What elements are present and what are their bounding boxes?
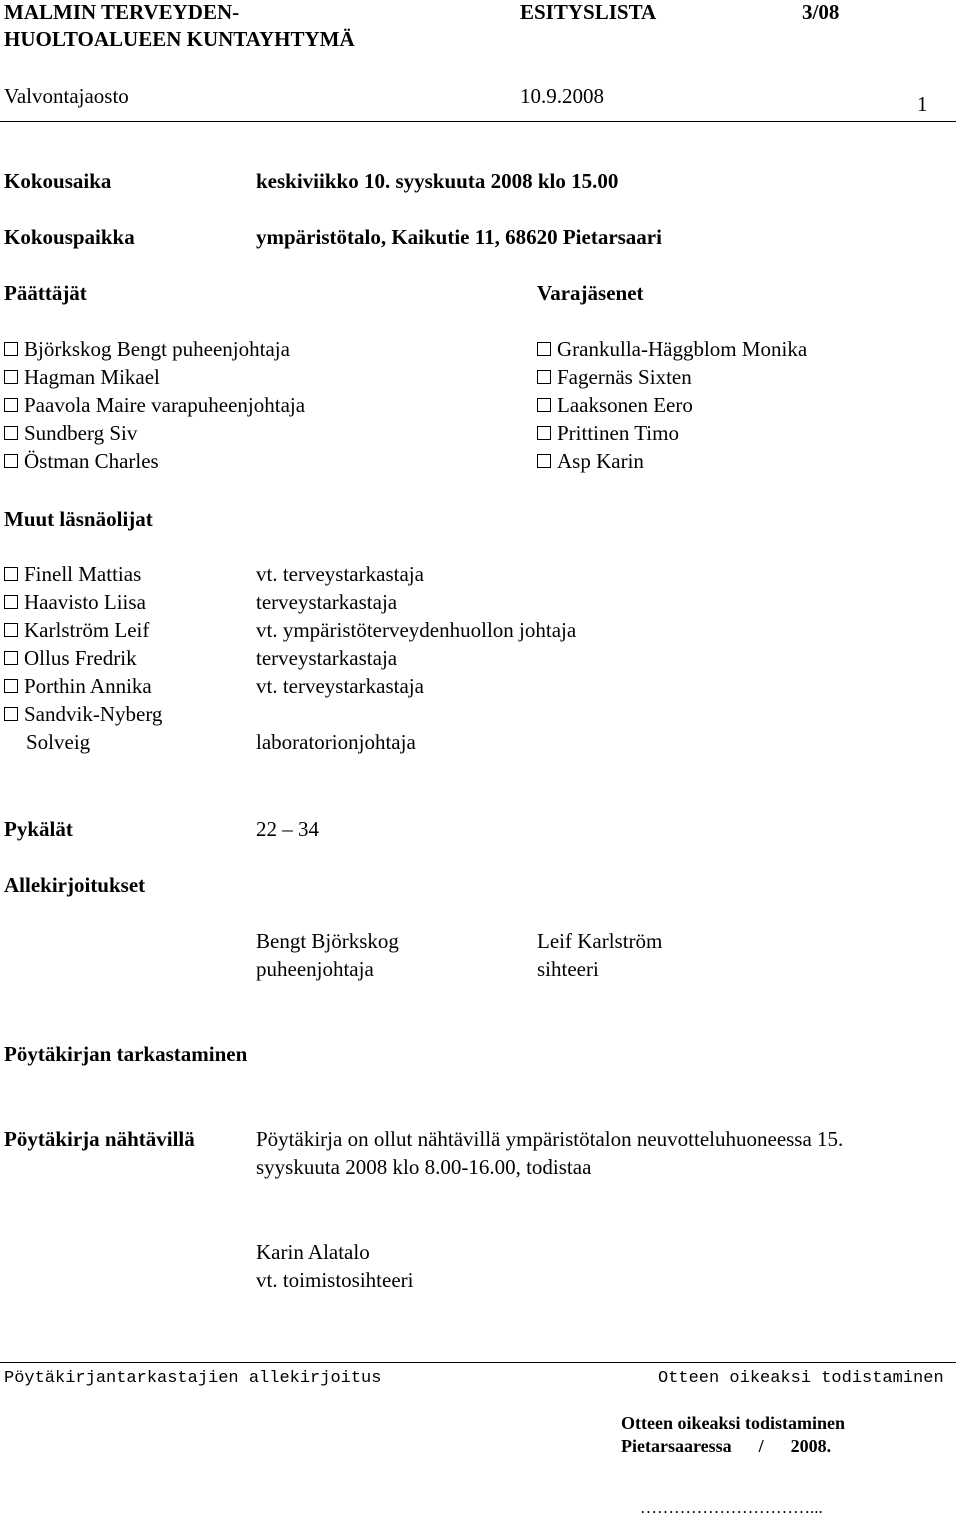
certification-title: Otteen oikeaksi todistaminen — [621, 1413, 846, 1433]
others-names-list — [4, 560, 162, 756]
decider-item: Östman Charles — [4, 447, 305, 475]
secretary-name: Leif Karlström — [537, 929, 663, 953]
checkbox[interactable] — [4, 651, 18, 665]
header-divider — [0, 121, 956, 122]
deputy-item: Prittinen Timo — [537, 419, 807, 447]
sections-label: Pykälät — [4, 817, 73, 841]
attendee-role: laboratorionjohtaja — [256, 730, 416, 754]
checkbox[interactable] — [4, 370, 18, 384]
attendee-item: Karlström Leif — [4, 616, 162, 644]
attendee-item: Finell Mattias — [4, 560, 162, 588]
meeting-place-label: Kokouspaikka — [4, 225, 135, 249]
display-label: Pöytäkirja nähtävillä — [4, 1127, 195, 1151]
checkbox[interactable] — [537, 370, 551, 384]
deputy-item: Asp Karin — [537, 447, 807, 475]
meeting-time-value: keskiviikko 10. syyskuuta 2008 klo 15.00 — [256, 169, 619, 193]
attendee-item: Porthin Annika — [4, 672, 162, 700]
decider-item: Sundberg Siv — [4, 419, 305, 447]
checkbox[interactable] — [4, 595, 18, 609]
checkbox[interactable] — [4, 567, 18, 581]
decider-item: Paavola Maire varapuheenjohtaja — [4, 391, 305, 419]
attendee-name-continuation: Solveig — [26, 730, 91, 754]
deciders-label: Päättäjät — [4, 281, 87, 305]
decider-item: Hagman Mikael — [4, 363, 305, 391]
certification-place: Pietarsaaressa / 2008. — [621, 1436, 832, 1456]
deputy-item: Laaksonen Eero — [537, 391, 807, 419]
deciders-list — [4, 335, 305, 475]
checkbox[interactable] — [4, 679, 18, 693]
checkbox[interactable] — [4, 342, 18, 356]
checkbox[interactable] — [4, 623, 18, 637]
display-text-line2: syyskuuta 2008 klo 8.00-16.00, todistaa — [256, 1155, 592, 1179]
doc-number: 3/08 — [802, 0, 840, 24]
display-signer-name: Karin Alatalo — [256, 1240, 370, 1264]
meeting-time-label: Kokousaika — [4, 169, 112, 193]
deputies-label: Varajäsenet — [537, 281, 644, 305]
footer-divider — [0, 1362, 956, 1363]
display-text-line1: Pöytäkirja on ollut nähtävillä ympäristötalon neuvotteluhuoneessa 15. — [256, 1127, 844, 1151]
attendee-item: Haavisto Liisa — [4, 588, 162, 616]
chair-title: puheenjohtaja — [256, 957, 374, 981]
org-name-line2: HUOLTOALUEEN KUNTAYHTYMÄ — [4, 27, 355, 51]
footer-right: Otteen oikeaksi todistaminen — [658, 1369, 944, 1388]
footer-left: Pöytäkirjantarkastajien allekirjoitus — [4, 1369, 382, 1388]
attendee-role: vt. terveystarkastaja — [256, 674, 424, 698]
checkbox[interactable] — [537, 454, 551, 468]
meeting-place-value: ympäristötalo, Kaikutie 11, 68620 Pietarsaari — [256, 225, 662, 249]
sections-value: 22 – 34 — [256, 817, 319, 841]
checkbox[interactable] — [4, 398, 18, 412]
deputy-item: Fagernäs Sixten — [537, 363, 807, 391]
signature-dots: …………………………... — [640, 1498, 823, 1517]
org-name-line1: MALMIN TERVEYDEN- — [4, 0, 240, 24]
others-label: Muut läsnäolijat — [4, 507, 153, 531]
secretary-title: sihteeri — [537, 957, 599, 981]
others-roles-list — [256, 560, 576, 756]
display-signer-title: vt. toimistosihteeri — [256, 1268, 414, 1292]
doc-type: ESITYSLISTA — [520, 0, 657, 24]
checkbox[interactable] — [4, 454, 18, 468]
attendee-role: terveystarkastaja — [256, 590, 398, 614]
attendee-role: vt. terveystarkastaja — [256, 562, 424, 586]
attendee-role: vt. ympäristöterveydenhuollon johtaja — [256, 618, 577, 642]
decider-item: Björkskog Bengt puheenjohtaja — [4, 335, 305, 363]
meeting-date: 10.9.2008 — [520, 84, 604, 108]
checkbox[interactable] — [537, 426, 551, 440]
review-label: Pöytäkirjan tarkastaminen — [4, 1042, 248, 1066]
deputy-item: Grankulla-Häggblom Monika — [537, 335, 807, 363]
deputies-list — [537, 335, 807, 475]
checkbox[interactable] — [537, 398, 551, 412]
attendee-role: terveystarkastaja — [256, 646, 398, 670]
board-name: Valvontajaosto — [4, 84, 129, 108]
attendee-item: Ollus Fredrik — [4, 644, 162, 672]
attendee-item: Sandvik-Nyberg — [4, 700, 162, 728]
signatures-label: Allekirjoitukset — [4, 873, 146, 897]
page-number: 1 — [917, 92, 928, 116]
checkbox[interactable] — [537, 342, 551, 356]
checkbox[interactable] — [4, 707, 18, 721]
checkbox[interactable] — [4, 426, 18, 440]
chair-name: Bengt Björkskog — [256, 929, 399, 953]
